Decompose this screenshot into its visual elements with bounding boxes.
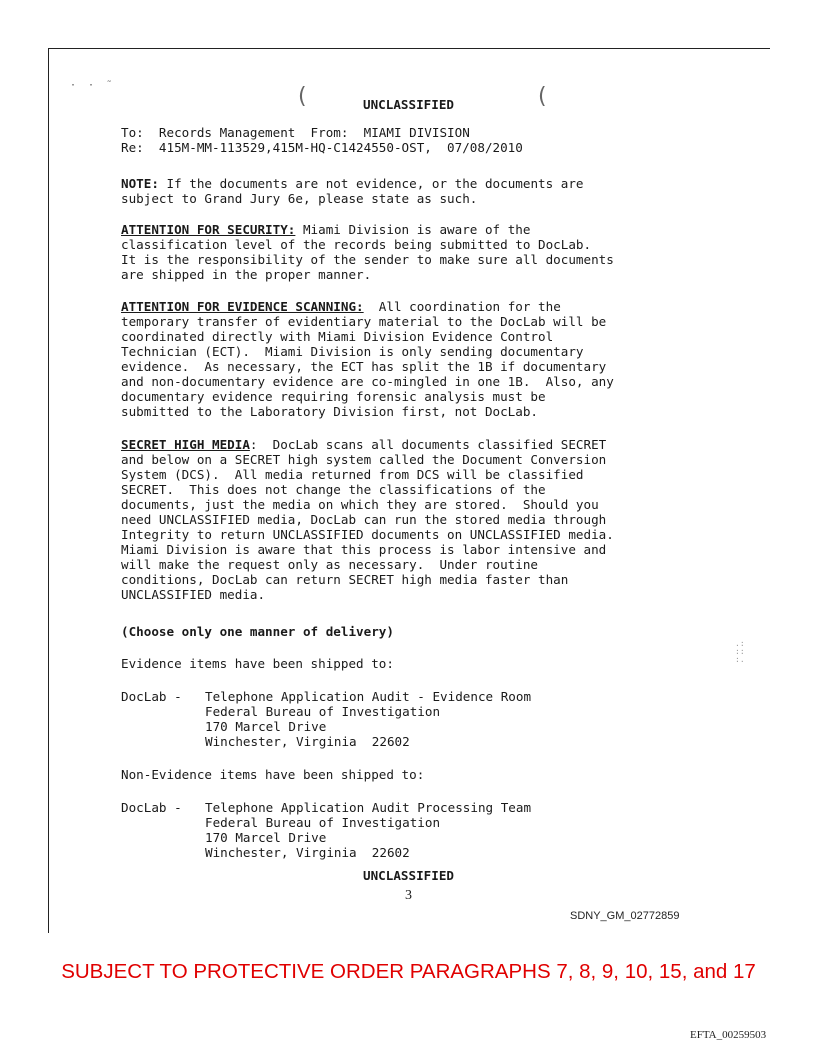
classification-top: UNCLASSIFIED	[363, 97, 454, 112]
page-top-border	[48, 48, 770, 49]
page-left-border	[48, 48, 49, 933]
secret-media-line-4: SECRET. This does not change the classifications of the	[121, 482, 546, 497]
page-number: 3	[405, 888, 412, 903]
scan-noise: .: :: :.	[735, 639, 745, 664]
scan-specks: · · ˜	[70, 80, 113, 91]
evidence-scanning-label: ATTENTION FOR EVIDENCE SCANNING:	[121, 299, 364, 314]
secret-media-line-2: and below on a SECRET high system called the Document Conversion	[121, 452, 607, 467]
nonevidence-doclab-label: DocLab -	[121, 800, 182, 815]
evidence-scanning-line-2: temporary transfer of evidentiary material to the DocLab will be	[121, 314, 607, 329]
evidence-address-line-1: Telephone Application Audit - Evidence Room	[205, 689, 532, 704]
secret-media-line-6: need UNCLASSIFIED media, DocLab can run the stored media through	[121, 512, 607, 527]
secret-media-line-9: will make the request only as necessary. Under routine	[121, 557, 539, 572]
evidence-scanning-line-3: coordinated directly with Miami Division Evidence Control	[121, 329, 554, 344]
secret-media-line-11: UNCLASSIFIED media.	[121, 587, 266, 602]
evidence-address-line-2: Federal Bureau of Investigation	[205, 704, 441, 719]
evidence-scanning-line-4: Technician (ECT). Miami Division is only sending documentary	[121, 344, 584, 359]
nonevidence-address-line-1: Telephone Application Audit Processing Team	[205, 800, 532, 815]
nonevidence-address-line-4: Winchester, Virginia 22602	[205, 845, 410, 860]
evidence-scanning-line-6: and non-documentary evidence are co-mingled in one 1B. Also, any	[121, 374, 614, 389]
delivery-heading: (Choose only one manner of delivery)	[121, 624, 394, 639]
evidence-scanning-line-8: submitted to the Laboratory Division first, not DocLab.	[121, 404, 539, 419]
note-line-1: NOTE: If the documents are not evidence, or the documents are	[121, 176, 584, 191]
secret-media-line-5: documents, just the media on which they are stored. Should you	[121, 497, 599, 512]
secret-media-line-7: Integrity to return UNCLASSIFIED documents on UNCLASSIFIED media.	[121, 527, 614, 542]
evidence-address-line-3: 170 Marcel Drive	[205, 719, 327, 734]
punch-hole-mark-right: (	[538, 84, 547, 109]
efta-number: EFTA_00259503	[690, 1029, 767, 1041]
evidence-scanning-line-1: ATTENTION FOR EVIDENCE SCANNING: All coordination for the	[121, 299, 561, 314]
note-label: NOTE:	[121, 176, 159, 191]
bates-number: SDNY_GM_02772859	[570, 910, 680, 922]
evidence-scanning-line-7: documentary evidence requiring forensic analysis must be	[121, 389, 546, 404]
evidence-doclab-label: DocLab -	[121, 689, 182, 704]
secret-media-label: SECRET HIGH MEDIA	[121, 437, 250, 452]
security-line-4: are shipped in the proper manner.	[121, 267, 372, 282]
protective-order-notice: SUBJECT TO PROTECTIVE ORDER PARAGRAPHS 7, 8, 9, 10, 15, and 17	[61, 960, 756, 983]
classification-bottom: UNCLASSIFIED	[363, 868, 454, 883]
note-line-2: subject to Grand Jury 6e, please state as such.	[121, 191, 478, 206]
security-label: ATTENTION FOR SECURITY:	[121, 222, 296, 237]
security-line-2: classification level of the records being submitted to DocLab.	[121, 237, 592, 252]
secret-media-line-10: conditions, DocLab can return SECRET high media faster than	[121, 572, 569, 587]
nonevidence-address-line-2: Federal Bureau of Investigation	[205, 815, 441, 830]
nonevidence-address-line-3: 170 Marcel Drive	[205, 830, 327, 845]
re-line: Re: 415M-MM-113529,415M-HQ-C1424550-OST, 07/08/2010	[121, 140, 523, 155]
security-line-3: It is the responsibility of the sender to make sure all documents	[121, 252, 614, 267]
evidence-intro: Evidence items have been shipped to:	[121, 656, 394, 671]
evidence-address-line-4: Winchester, Virginia 22602	[205, 734, 410, 749]
nonevidence-intro: Non-Evidence items have been shipped to:	[121, 767, 425, 782]
evidence-scanning-line-5: evidence. As necessary, the ECT has split the 1B if documentary	[121, 359, 607, 374]
secret-media-line-8: Miami Division is aware that this process is labor intensive and	[121, 542, 607, 557]
secret-media-line-3: System (DCS). All media returned from DCS will be classified	[121, 467, 584, 482]
punch-hole-mark-left: (	[298, 84, 307, 109]
secret-media-line-1: SECRET HIGH MEDIA: DocLab scans all documents classified SECRET	[121, 437, 607, 452]
security-line-1: ATTENTION FOR SECURITY: Miami Division is aware of the	[121, 222, 531, 237]
to-from-line: To: Records Management From: MIAMI DIVISION	[121, 125, 470, 140]
